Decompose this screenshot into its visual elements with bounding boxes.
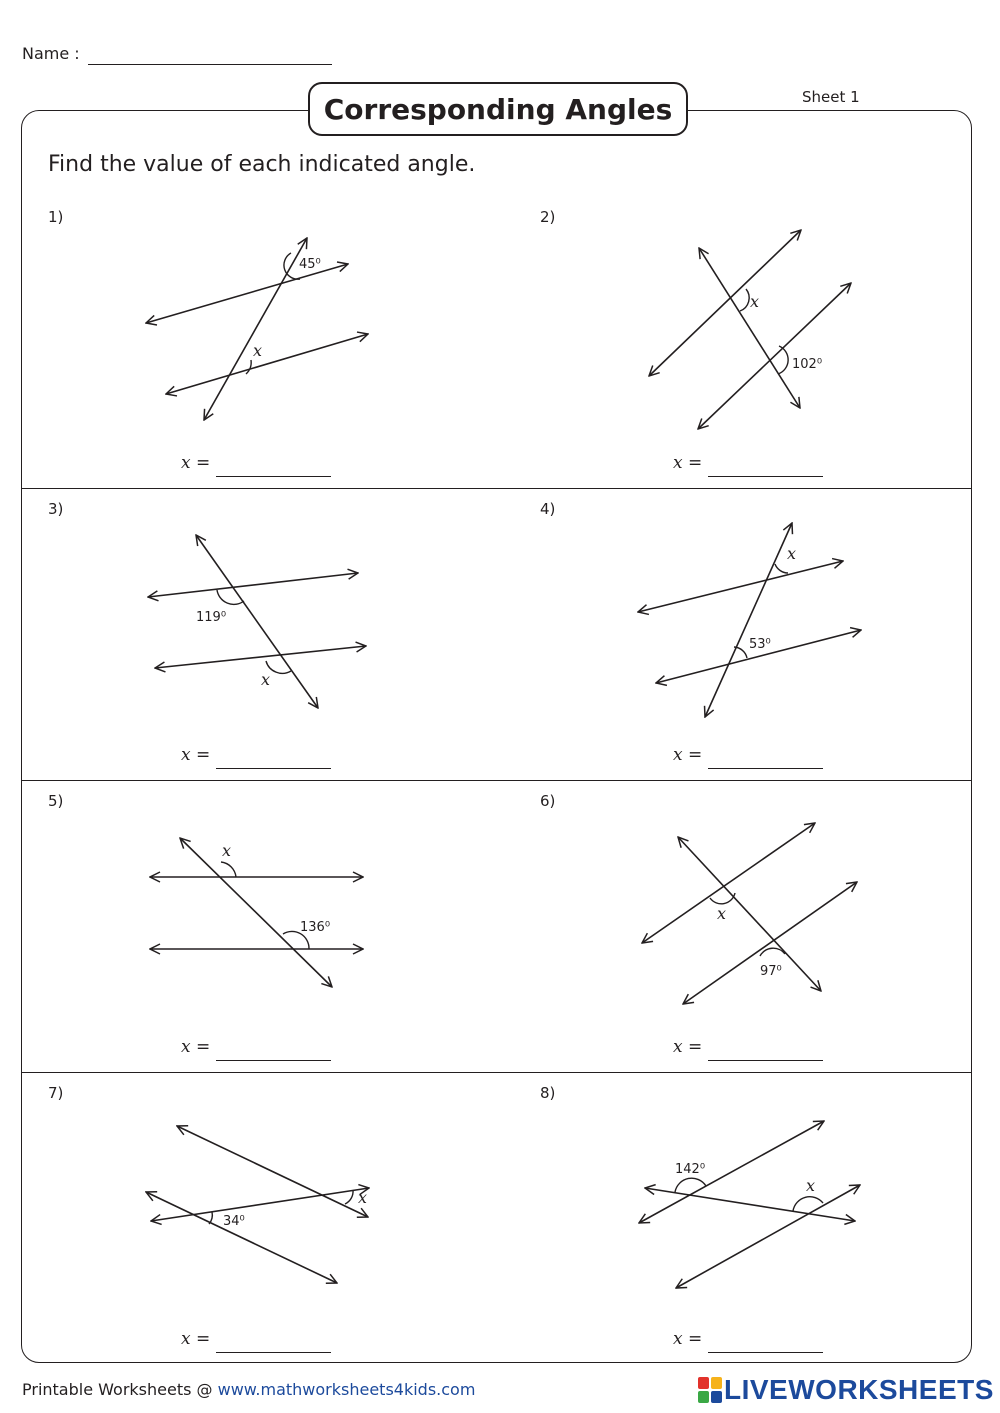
diagram-4	[638, 523, 861, 717]
footer-prefix: Printable Worksheets @	[22, 1380, 218, 1399]
transversal	[699, 248, 800, 408]
parallel-line	[683, 882, 857, 1004]
angle-arc	[221, 862, 236, 877]
footer-link[interactable]: www.mathworksheets4kids.com	[217, 1380, 476, 1399]
diagram-5	[150, 838, 363, 987]
problem-number: 6)	[540, 792, 556, 810]
parallel-line	[166, 334, 368, 394]
angle-label: 136⁰	[300, 920, 331, 935]
angle-arc	[760, 948, 785, 956]
variable-label: x	[253, 341, 263, 360]
parallel-line	[155, 646, 366, 668]
angle-label: 142⁰	[675, 1162, 706, 1177]
parallel-line	[148, 573, 358, 597]
diagram-8	[639, 1121, 860, 1288]
transversal	[678, 837, 821, 991]
transversal	[705, 523, 792, 717]
variable-label: x	[806, 1176, 816, 1195]
angle-label: 53⁰	[749, 637, 771, 652]
variable-label: x	[358, 1188, 368, 1207]
angle-arc	[246, 360, 251, 374]
variable-label: x	[750, 292, 760, 311]
variable-label: x	[222, 841, 232, 860]
transversal	[151, 1188, 369, 1221]
problem-number: 5)	[48, 792, 64, 810]
angle-arc	[675, 1178, 706, 1192]
transversal	[180, 838, 332, 987]
variable-label: x	[717, 904, 727, 923]
parallel-line	[649, 230, 801, 376]
problem-number: 8)	[540, 1084, 556, 1102]
problem-number: 7)	[48, 1084, 64, 1102]
diagram-6	[642, 823, 857, 1004]
angle-arc	[209, 1212, 212, 1224]
diagram-2	[649, 230, 851, 429]
parallel-line	[639, 1121, 824, 1223]
angle-label: 34⁰	[223, 1214, 245, 1229]
answer-label: x =	[673, 1329, 703, 1349]
problem-number: 1)	[48, 208, 64, 226]
diagram-3	[148, 535, 366, 708]
answer-label: x =	[181, 745, 211, 765]
diagram-1	[146, 238, 368, 420]
parallel-line	[642, 823, 815, 943]
variable-label: x	[261, 670, 271, 689]
liveworksheets-brand[interactable]	[698, 1374, 994, 1406]
problem-number: 4)	[540, 500, 556, 518]
sheet-label: Sheet 1	[802, 88, 860, 106]
footer-credit	[22, 1380, 475, 1399]
variable-label: x	[787, 544, 797, 563]
angle-label: 102⁰	[792, 357, 823, 372]
angle-label: 119⁰	[196, 610, 227, 625]
transversal	[645, 1188, 855, 1221]
answer-label: x =	[673, 745, 703, 765]
problem-number: 2)	[540, 208, 556, 226]
answer-label: x =	[181, 453, 211, 473]
answer-label: x =	[673, 453, 703, 473]
diagram-7	[146, 1126, 369, 1283]
liveworksheets-logo-icon	[698, 1377, 722, 1403]
transversal	[204, 238, 307, 420]
name-label: Name :	[22, 44, 80, 63]
parallel-line	[676, 1185, 860, 1288]
parallel-line	[638, 561, 843, 612]
page-title: Corresponding Angles	[323, 92, 673, 126]
answer-label: x =	[181, 1329, 211, 1349]
instructions: Find the value of each indicated angle.	[48, 152, 476, 177]
answer-label: x =	[181, 1037, 211, 1057]
parallel-line	[698, 283, 851, 429]
brand-name: LIVEWORKSHEETS	[724, 1374, 994, 1405]
answer-label: x =	[673, 1037, 703, 1057]
angle-label: 97⁰	[760, 964, 782, 979]
angle-arc	[775, 564, 788, 573]
angle-label: 45⁰	[299, 257, 321, 272]
parallel-line	[146, 1192, 337, 1283]
angle-arc	[740, 289, 749, 311]
problem-number: 3)	[48, 500, 64, 518]
parallel-line	[146, 264, 348, 323]
